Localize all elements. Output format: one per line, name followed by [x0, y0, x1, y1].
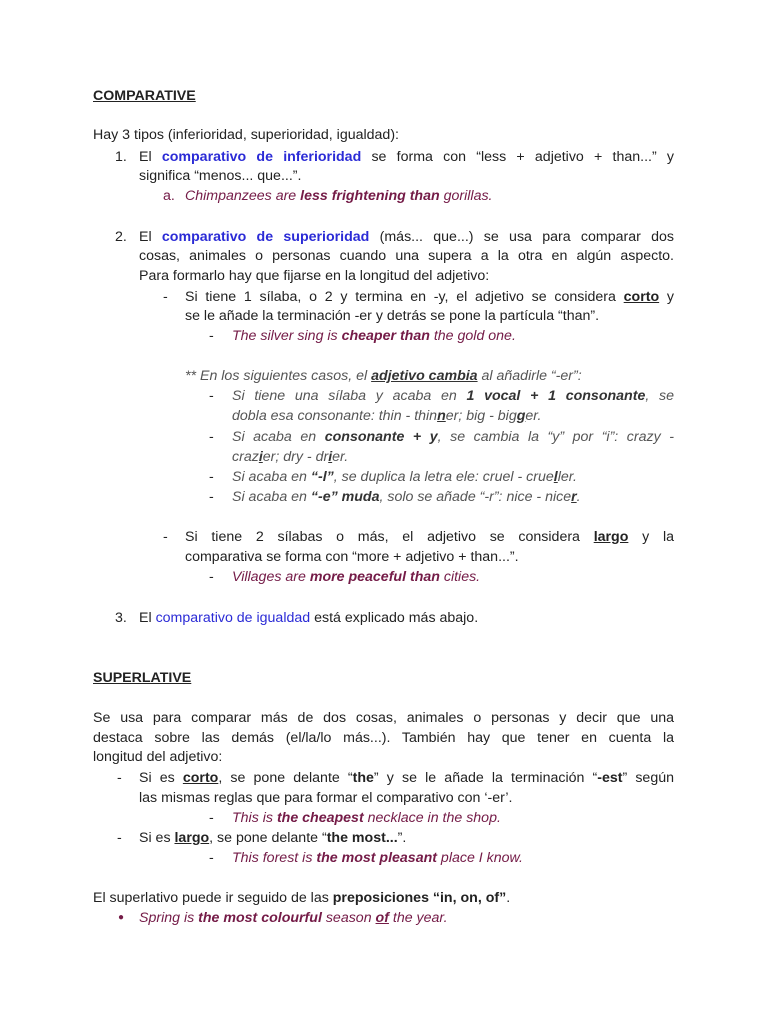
superlative-p3: longitud del adjetivo:: [93, 749, 223, 765]
rule1-line2: dobla esa consonante: thin - thinner; big - bigger.: [232, 408, 542, 424]
dash-marker: -: [163, 529, 168, 545]
prepositions-line: El superlativo puede ir seguido de las preposiciones “in, on, of”.: [93, 890, 511, 906]
item2-line1: El comparativo de superioridad (más... que...) se usa para comparar dos: [139, 229, 675, 245]
rule2-line2: crazier; dry - drier.: [232, 449, 349, 465]
comparative-heading: COMPARATIVE: [93, 88, 196, 104]
example-sentence: Spring is the most colourful season of the year.: [139, 910, 448, 926]
dash-marker: -: [209, 489, 214, 505]
item2-line2: cosas, animales o personas cuando una supera a la otra en algún aspecto.: [139, 248, 674, 264]
example-marker: a.: [163, 188, 175, 204]
dash-marker: -: [163, 289, 168, 305]
superlative-p2: destaca sobre las demás (el/la/lo más...). También hay que tener en cuenta la: [93, 730, 674, 746]
sub1-line1: Si tiene 1 sílaba, o 2 y termina en -y, el adjetivo se considera corto y: [185, 289, 674, 305]
note-line: ** En los siguientes casos, el adjetivo cambia al añadirle “-er”:: [185, 368, 582, 384]
rule1-line1: Si tiene una sílaba y acaba en 1 vocal + 1 consonante, se: [232, 388, 674, 404]
list-number: 1.: [115, 149, 127, 165]
superlative-b1-line1: Si es corto, se pone delante “the” y se le añade la terminación “-est” según: [139, 770, 674, 786]
superlative-b2-line1: Si es largo, se pone delante “the most...”.: [139, 830, 407, 846]
sub1-line2: se le añade la terminación -er y detrás se pone la partícula “than”.: [185, 308, 600, 324]
dash-marker: -: [117, 830, 122, 846]
list-number: 2.: [115, 229, 127, 245]
example-sentence: Chimpanzees are less frightening than gorillas.: [185, 188, 493, 204]
sub2-line2: comparativa se forma con “more + adjetivo + than...”.: [185, 549, 519, 565]
dash-marker: -: [209, 810, 214, 826]
item3-line: El comparativo de igualdad está explicado más abajo.: [139, 610, 479, 626]
example-sentence: This forest is the most pleasant place I know.: [232, 850, 523, 866]
superlative-p1: Se usa para comparar más de dos cosas, animales o personas y decir que una: [93, 710, 674, 726]
item2-line3: Para formarlo hay que fijarse en la longitud del adjetivo:: [139, 268, 490, 284]
term-igualdad: comparativo de igualdad: [155, 610, 311, 626]
example-sentence: The silver sing is cheaper than the gold one.: [232, 328, 516, 344]
list-number: 3.: [115, 610, 127, 626]
item1-line1: El comparativo de inferioridad se forma con “less + adjetivo + than...” y: [139, 149, 675, 165]
superlative-heading: SUPERLATIVE: [93, 670, 192, 686]
rule3-line: Si acaba en “-l”, se duplica la letra ele: cruel - crueller.: [232, 469, 577, 485]
term-inferioridad: comparativo de inferioridad: [161, 149, 362, 165]
dash-marker: -: [209, 429, 214, 445]
dash-marker: -: [209, 569, 214, 585]
term-superioridad: comparativo de superioridad: [161, 229, 370, 245]
example-sentence: Villages are more peaceful than cities.: [232, 569, 481, 585]
bullet-marker: ●: [118, 912, 125, 923]
comparative-intro: Hay 3 tipos (inferioridad, superioridad, igualdad):: [93, 127, 399, 143]
superlative-b1-line2: las mismas reglas que para formar el comparativo con ‘-er’.: [139, 790, 513, 806]
item1-line2: significa “menos... que...”.: [139, 168, 302, 184]
sub2-line1: Si tiene 2 sílabas o más, el adjetivo se considera largo y la: [185, 529, 674, 545]
dash-marker: -: [209, 469, 214, 485]
example-sentence: This is the cheapest necklace in the shop.: [232, 810, 501, 826]
dash-marker: -: [209, 328, 214, 344]
dash-marker: -: [209, 850, 214, 866]
rule4-line: Si acaba en “-e” muda, solo se añade “-r”: nice - nicer.: [232, 489, 581, 505]
rule2-line1: Si acaba en consonante + y, se cambia la “y” por “i”: crazy -: [232, 429, 674, 445]
dash-marker: -: [209, 388, 214, 404]
dash-marker: -: [117, 770, 122, 786]
